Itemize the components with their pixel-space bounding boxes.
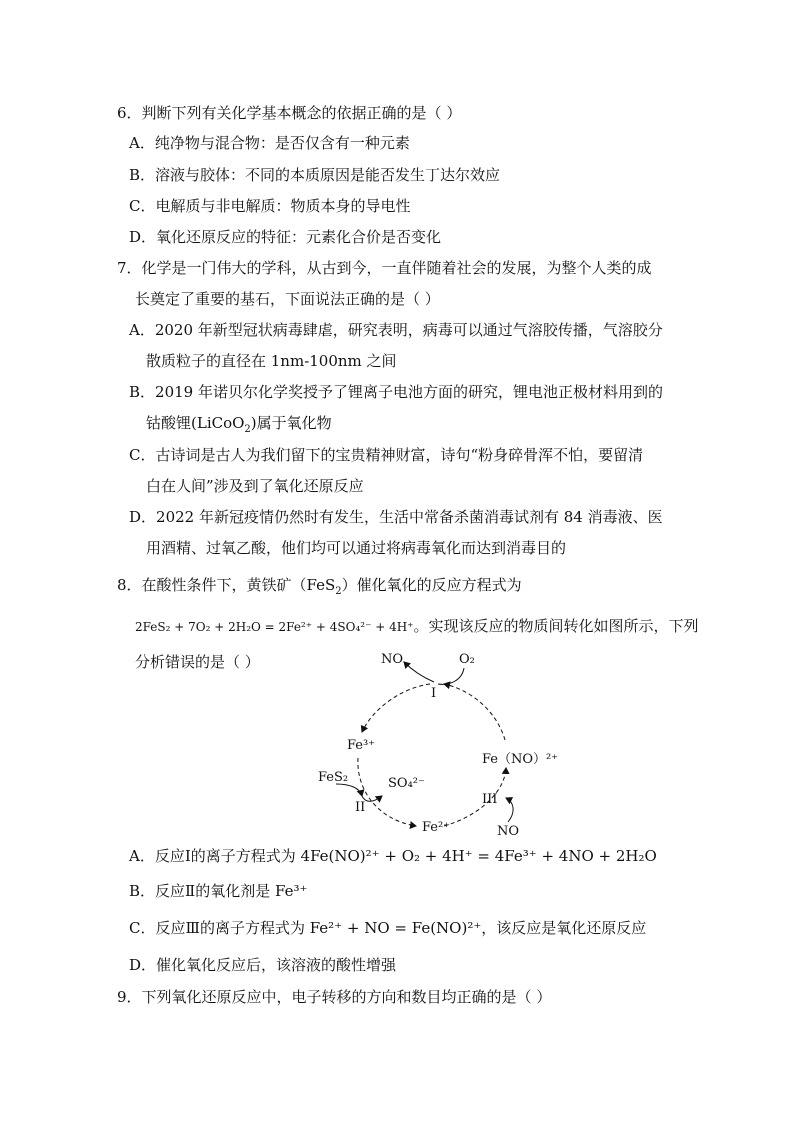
arrow-NO-out [404,662,434,682]
q8-option-c: C．反应Ⅲ的离子方程式为 Fe²⁺ + NO = Fe(NO)²⁺，该反应是氧化还原反应 [129,919,647,937]
arrow-NO-in [506,798,513,822]
q7-option-b-line2: 钴酸锂(LiCoO$_2$)属于氧化物 [146,414,332,435]
q6-option-c: C．电解质与非电解质：物质本身的导电性 [129,197,411,215]
q7-option-d-line2: 用酒精、过氧乙酸，他们均可以通过将病毒氧化而达到消毒目的 [146,539,567,557]
arrow-FeS2-in [336,784,362,796]
q7-stem-line1: 7．化学是一门伟大的学科，从古到今，一直伴随着社会的发展，为整个人类的成 [117,259,652,277]
label-I: I [431,686,437,701]
label-SO4: SO₄²⁻ [388,776,425,791]
q7-option-d-line1: D．2022 年新冠疫情仍然时有发生，生活中常备杀菌消毒试剂有 84 消毒液、医 [129,508,663,526]
label-Fe3: Fe³⁺ [347,738,376,753]
label-II: II [355,800,366,815]
q7-option-c-line1: C．古诗词是古人为我们留下的宝贵精神财富，诗句“粉身碎骨浑不怕，要留清 [129,446,644,464]
arrow-O2-in [438,668,464,684]
q8-option-b: B．反应Ⅱ的氧化剂是 Fe³⁺ [129,882,308,900]
q8-stem-line1: 8．在酸性条件下，黄铁矿（FeS$_2$）催化氧化的反应方程式为 [117,576,522,597]
label-NO-bottom: NO [497,824,520,839]
q7-stem-line2: 长奠定了重要的基石，下面说法正确的是（ ） [135,290,440,308]
q8-option-a: A．反应Ⅰ的离子方程式为 4Fe(NO)²⁺ + O₂ + 4H⁺ = 4Fe³⁺ + 4NO + 2H₂O [129,847,657,865]
q7-option-b-line1: B．2019 年诺贝尔化学奖授予了锂离子电池方面的研究，锂电池正极材料用到的 [129,383,663,401]
label-FeNO: Fe（NO）²⁺ [482,752,559,767]
q8-equation: 2FeS₂ + 7O₂ + 2H₂O = 2Fe²⁺ + 4SO₄²⁻ + 4H⁺ [135,620,414,634]
label-III: III [482,792,498,807]
q8-option-d: D．催化氧化反应后，该溶液的酸性增强 [129,956,397,974]
label-NO-top: NO [381,652,404,667]
label-Fe2: Fe²⁺ [422,820,451,835]
label-FeS2: FeS₂ [318,770,349,785]
q8-stem-line3: 分析错误的是（ ） [135,653,260,671]
q6-stem: 6．判断下列有关化学基本概念的依据正确的是（ ） [117,104,462,122]
label-O2: O₂ [459,652,475,667]
q8-stem-line2: 2FeS₂ + 7O₂ + 2H₂O = 2Fe²⁺ + 4SO₄²⁻ + 4H⁺。实现该反应的物质间转化如图所示，下列 [135,617,699,635]
q9-stem: 9．下列氧化还原反应中，电子转移的方向和数目均正确的是（ ） [117,988,552,1006]
q7-option-a-line2: 散质粒子的直径在 1nm-100nm 之间 [146,352,397,370]
q6-option-b: B．溶液与胶体：不同的本质原因是能否发生丁达尔效应 [129,166,501,184]
arc-I-to-Fe3 [362,684,430,732]
q7-option-a-line1: A．2020 年新型冠状病毒肆虐，研究表明，病毒可以通过气溶胶传播，气溶胶分 [129,321,663,339]
arc-Fe3-to-Fe2 [358,758,416,826]
q7-option-c-line2: 白在人间”涉及到了氧化还原反应 [146,477,364,495]
arc-FeNO-to-I [444,684,505,740]
q6-option-d: D．氧化还原反应的特征：元素化合价是否变化 [129,228,442,246]
q6-option-a: A．纯净物与混合物：是否仅含有一种元素 [129,134,410,152]
